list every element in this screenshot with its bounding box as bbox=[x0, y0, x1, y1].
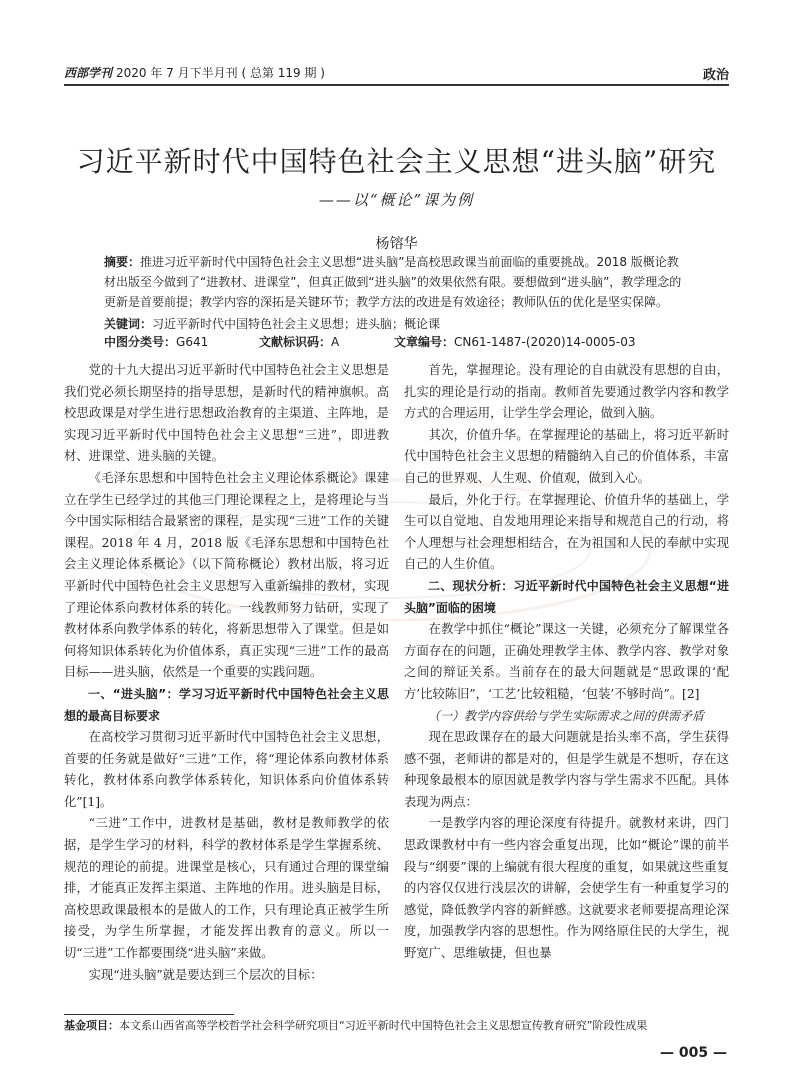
page-number: — 005 — bbox=[660, 1045, 727, 1061]
body-paragraph: “三进”工作中，进教材是基础，教材是教师教学的依据，是学生学习的材料，科学的教材体系是学生掌握系统、规范的理论的前提。进课堂是核心，只有通过合理的课堂编排，才能真正发挥主渠道、主阵地的作用。进头脑是目标，高校思政课最根本的是做人的工作，只有理论真正被学生所接受，为学生所掌握，才能发挥出教育的意义。所以一切“三进”工作都要围绕“进头脑”来做。 bbox=[64, 816, 389, 961]
section-heading: （一）教学内容供给与学生实际需求之间的供需矛盾 bbox=[428, 708, 705, 723]
article-value: CN61-1487-(2020)14-0005-03 bbox=[454, 335, 636, 349]
abstract bbox=[104, 252, 689, 312]
body-paragraph: 首先，掌握理论。没有理论的自由就没有思想的自由，扎实的理论是行动的指南。教师首先要通过教学内容和教学方式的合理运用，让学生学会理论，做到入脑。 bbox=[404, 363, 729, 421]
journal-name: 西部学刊 bbox=[64, 66, 113, 80]
body-paragraph: 在高校学习贯彻习近平新时代中国特色社会主义思想，首要的任务就是做好“三进”工作，将“理论体系向教材体系转化，教材体系向教学体系转化，知识体系向价值体系转化”[1]。 bbox=[64, 730, 389, 809]
abstract-text: 推进习近平新时代中国特色社会主义思想“进头脑”是高校思政课当前面临的重要挑战。2018 版概论教材出版至今做到了“进教材、进课堂”，但真正做到“进头脑”的效果依然有限。要想做到“进头脑”，教学理念的更新是首要前提；教学内容的深拓是关键环节；教学方法的改进是有效途径；教师队伍的优化是坚实保障。 bbox=[104, 255, 682, 309]
body-paragraph: 党的十九大提出习近平新时代中国特色社会主义思想是我们党必须长期坚持的指导思想，是新时代的精神旗帜。高校思政课是对学生进行思想政治教育的主渠道、主阵地，是实现习近平新时代中国特色社会主义思想“三进”，即进教材、进课堂、进头脑的关键。 bbox=[64, 363, 389, 464]
clc-value: G641 bbox=[176, 335, 209, 349]
footnote-rule bbox=[64, 1014, 234, 1015]
keywords bbox=[104, 314, 689, 334]
issue-info: 2020 年 7 月下半月刊 ( 总第 119 期 ) bbox=[116, 66, 325, 80]
keywords-label: 关键词： bbox=[104, 317, 153, 331]
article-number bbox=[394, 332, 635, 352]
keywords-text: 习近平新时代中国特色社会主义思想；进头脑；概论课 bbox=[152, 317, 441, 331]
article-label: 文章编号： bbox=[394, 335, 455, 349]
body-paragraph: 最后，外化于行。在掌握理论、价值升华的基础上，学生可以自觉地、自发地用理论来指导和规范自己的行动，将个人理想与社会理想相结合，在为祖国和人民的奉献中实现自己的人生价值。 bbox=[404, 492, 729, 572]
section-label: 政治 bbox=[702, 68, 729, 83]
section-heading: 一、“进头脑”：学习习近平新时代中国特色社会主义思想的最高目标要求 bbox=[64, 686, 389, 723]
body-paragraph: 现在思政课存在的最大问题就是抬头率不高，学生获得感不强，老师讲的都是对的，但是学生就是不想听，存在这种现象最根本的原因就是教学内容与学生需求不匹配。具体表现为两点： bbox=[404, 730, 729, 809]
body-paragraph: 《毛泽东思想和中国特色社会主义理论体系概论》课建立在学生已经学过的其他三门理论课程之上，是将理论与当今中国实际相结合最紧密的课程，是实现“三进”工作的关键课程。2018 年 4 月，2018 版《毛泽东思想和中国特色社会主义理论体系概论》（以下简称概论）教材出版，将习近平新时代中国特色社会主义思想写入重新编排的教材，实现了理论体系向教材体系的转化。一线教师努力钻研，实现了教材体系向教学体系的转化，将新思想带入了课堂。但是如何将知识体系转化为价值体系，真正实现“三进”工作的最高目标——进头脑，依然是一个重要的实践问题。 bbox=[64, 470, 389, 680]
doc-code bbox=[259, 332, 339, 352]
section-heading: 二、现状分析：习近平新时代中国特色社会主义思想“进头脑”面临的困境 bbox=[404, 578, 729, 615]
author-name: 杨镕华 bbox=[375, 236, 418, 252]
doc-value: A bbox=[331, 335, 340, 349]
running-header-left bbox=[64, 64, 325, 81]
body-column-right bbox=[404, 360, 729, 965]
body-column-left bbox=[64, 360, 389, 986]
clc-number bbox=[104, 332, 208, 352]
funding-label: 基金项目： bbox=[64, 1019, 119, 1032]
body-paragraph: 实现“进头脑”就是要达到三个层次的目标： bbox=[88, 967, 323, 982]
clc-label: 中图分类号： bbox=[104, 335, 177, 349]
abstract-label: 摘要： bbox=[104, 255, 141, 269]
article-subtitle: ——以“概论”课为例 bbox=[318, 191, 475, 209]
funding-text: 本文系山西省高等学校哲学社会科学研究项目“习近平新时代中国特色社会主义思想宣传教育研究”阶段性成果 bbox=[119, 1019, 648, 1032]
body-paragraph: 其次，价值升华。在掌握理论的基础上，将习近平新时代中国特色社会主义思想的精髓纳入自己的价值体系，丰富自己的世界观、人生观、价值观，做到入心。 bbox=[404, 427, 729, 485]
doc-label: 文献标识码： bbox=[259, 335, 332, 349]
body-paragraph: 在教学中抓住“概论”课这一关键，必须充分了解课堂各方面存在的问题，正确处理教学主体、教学内容、教学对象之间的辩证关系。当前存在的最大问题就是“思政课的‘配方’比较陈旧”，‘工艺’比较粗糙，‘包装’不够时尚”。[2] bbox=[404, 622, 729, 701]
article-title: 习近平新时代中国特色社会主义思想“进头脑”研究 bbox=[76, 145, 717, 178]
header-rule bbox=[64, 84, 729, 86]
body-paragraph: 一是教学内容的理论深度有待提升。就教材来讲，四门思政课教材中有一些内容会重复出现，比如“概论”课的前半段与“纲要”课的上编就有很大程度的重复，如果就这些重复的内容仅仅进行浅层次的讲解，会使学生有一种重复学习的感觉，降低教学内容的新鲜感。这就要求老师要提高理论深度，加强教学内容的思想性。作为网络原住民的大学生，视野宽广、思维敏捷，但也暴 bbox=[404, 816, 729, 961]
funding-note bbox=[64, 1018, 729, 1034]
